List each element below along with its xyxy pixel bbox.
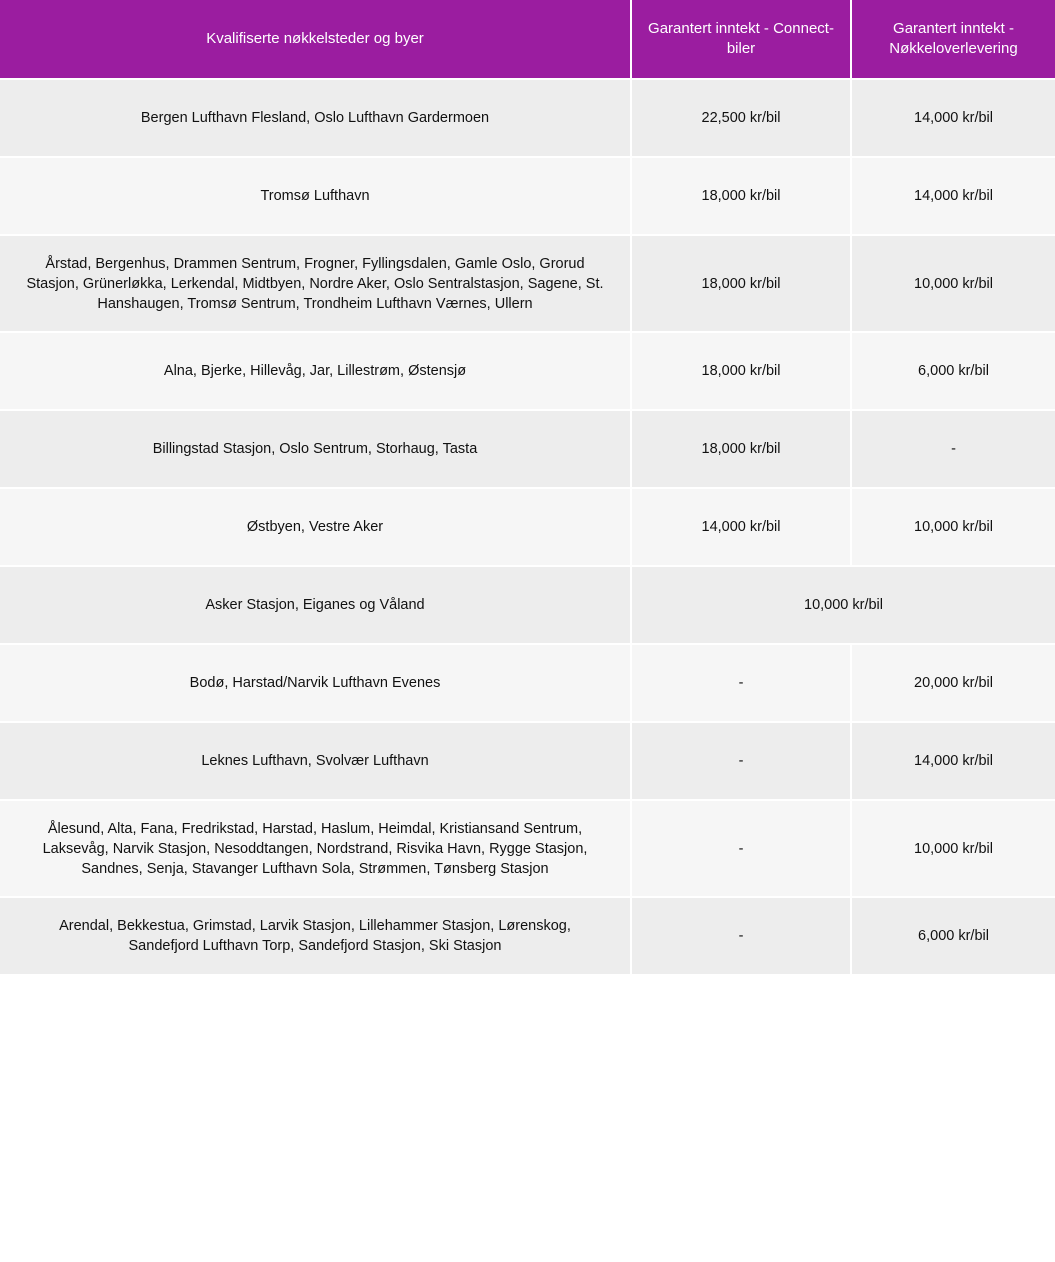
cell-key: 10,000 kr/bil [851,235,1055,332]
cell-location: Ålesund, Alta, Fana, Fredrikstad, Harstad, Haslum, Heimdal, Kristiansand Sentrum, Laksevåg, Narvik Stasjon, Nesoddtangen, Nordstrand, Risvika Havn, Rygge Stasjon, Sandnes, Senja, Stavanger Lufthavn Sola, Strømmen, Tønsberg Stasjon [0,800,631,897]
table-row [0,566,1055,644]
cell-merged-income: 10,000 kr/bil [631,566,1055,644]
table-header-row [0,0,1055,79]
cell-location: Østbyen, Vestre Aker [0,488,631,566]
cell-location: Billingstad Stasjon, Oslo Sentrum, Storhaug, Tasta [0,410,631,488]
table-row [0,235,1055,332]
cell-key: 20,000 kr/bil [851,644,1055,722]
cell-connect: 22,500 kr/bil [631,79,851,157]
cell-location: Arendal, Bekkestua, Grimstad, Larvik Stasjon, Lillehammer Stasjon, Lørenskog, Sandefjord Lufthavn Torp, Sandefjord Stasjon, Ski Stasjon [0,897,631,974]
header-connect-cars: Garantert inntekt - Connect-biler [631,0,851,79]
cell-key: 6,000 kr/bil [851,897,1055,974]
table-row [0,722,1055,800]
cell-location: Bergen Lufthavn Flesland, Oslo Lufthavn Gardermoen [0,79,631,157]
cell-connect: 18,000 kr/bil [631,235,851,332]
cell-key: - [851,410,1055,488]
cell-location: Årstad, Bergenhus, Drammen Sentrum, Frogner, Fyllingsdalen, Gamle Oslo, Grorud Stasjon, Grünerløkka, Lerkendal, Midtbyen, Nordre Aker, Oslo Sentralstasjon, Sagene, St. Hanshaugen, Tromsø Sentrum, Trondheim Lufthavn Værnes, Ullern [0,235,631,332]
table-row [0,897,1055,974]
table-row [0,488,1055,566]
cell-connect: - [631,644,851,722]
table-row [0,410,1055,488]
cell-key: 14,000 kr/bil [851,722,1055,800]
table-row [0,644,1055,722]
cell-connect: - [631,897,851,974]
header-locations: Kvalifiserte nøkkelsteder og byer [0,0,631,79]
cell-connect: - [631,722,851,800]
cell-location: Tromsø Lufthavn [0,157,631,235]
table-row [0,332,1055,410]
cell-key: 6,000 kr/bil [851,332,1055,410]
cell-key: 10,000 kr/bil [851,488,1055,566]
cell-connect: 18,000 kr/bil [631,332,851,410]
cell-connect: 18,000 kr/bil [631,157,851,235]
table-row [0,79,1055,157]
cell-location: Bodø, Harstad/Narvik Lufthavn Evenes [0,644,631,722]
cell-location: Alna, Bjerke, Hillevåg, Jar, Lillestrøm, Østensjø [0,332,631,410]
cell-connect: - [631,800,851,897]
cell-location: Leknes Lufthavn, Svolvær Lufthavn [0,722,631,800]
cell-key: 14,000 kr/bil [851,157,1055,235]
cell-connect: 18,000 kr/bil [631,410,851,488]
table-row [0,157,1055,235]
cell-location: Asker Stasjon, Eiganes og Våland [0,566,631,644]
cell-key: 14,000 kr/bil [851,79,1055,157]
table-row [0,800,1055,897]
cell-connect: 14,000 kr/bil [631,488,851,566]
header-key-handover: Garantert inntekt - Nøkkeloverlevering [851,0,1055,79]
cell-key: 10,000 kr/bil [851,800,1055,897]
